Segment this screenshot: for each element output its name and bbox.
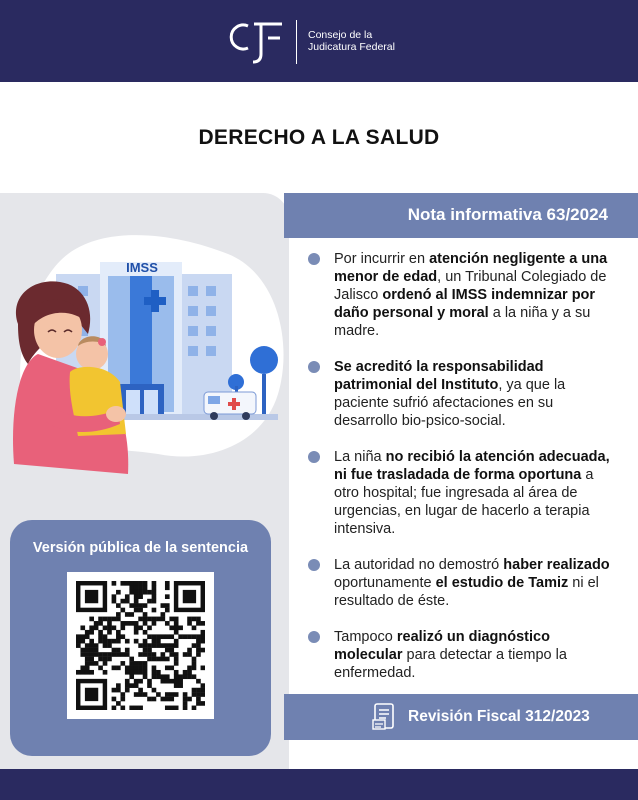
- bullet-text-bold: no recibió la atención adecuada, ni fue trasladada de forma oportuna: [334, 449, 610, 483]
- cjf-logo-mark: [224, 14, 290, 68]
- nota-informativa-label: Nota informativa 63/2024: [407, 205, 608, 224]
- bullet-text: oportunamente: [334, 575, 436, 591]
- bullet-text-bold: haber realizado: [503, 557, 610, 573]
- footer-bar: [0, 769, 638, 800]
- bullet-list: [308, 250, 613, 700]
- logo-divider: [296, 20, 297, 64]
- bullet-text: , ya que la paciente sufrió afectaciones en su desarrollo bio-psico-social.: [334, 377, 566, 429]
- bullet-dot-icon: [308, 451, 320, 463]
- header-bar: [0, 0, 638, 82]
- bullet-dot-icon: [308, 253, 320, 265]
- bullet-text-bold: realizó un diagnóstico molecular: [334, 629, 550, 663]
- qr-card: [10, 520, 271, 756]
- bullet-text: ni el resultado de éste.: [334, 575, 599, 609]
- bullet-dot-icon: [308, 361, 320, 373]
- bullet-text: para detectar a tiempo la enfermedad.: [334, 647, 567, 681]
- imss-sign: IMSS: [126, 260, 158, 275]
- bullet-text: Tampoco: [334, 629, 397, 645]
- bullet-text: La niña: [334, 449, 386, 465]
- bullet-text-bold: ordenó al IMSS indemnizar por daño personal y moral: [334, 287, 596, 321]
- org-name-line2: Judicatura Federal: [308, 41, 395, 53]
- qr-code[interactable]: [67, 572, 214, 719]
- bullet-text: Por incurrir en: [334, 251, 430, 267]
- bullet-text: , un Tribunal Colegiado de Jalisco: [334, 269, 607, 303]
- bullet-item: [308, 556, 613, 610]
- revision-fiscal-label: Revisión Fiscal 312/2023: [408, 708, 590, 725]
- org-name-line1: Consejo de la: [308, 29, 373, 41]
- page-title: DERECHO A LA SALUD: [198, 126, 440, 149]
- hospital-mother-illustration: [8, 214, 290, 496]
- bullet-dot-icon: [308, 559, 320, 571]
- bullet-text: a la niña y a su madre.: [334, 305, 591, 339]
- bullet-item: [308, 448, 613, 538]
- bullet-dot-icon: [308, 631, 320, 643]
- bullet-text-bold: el estudio de Tamiz: [435, 575, 569, 591]
- bullet-item: [308, 628, 613, 682]
- bullet-text-bold: Se acreditó la responsabilidad patrimonial del Instituto: [334, 359, 544, 393]
- org-name: [308, 29, 395, 53]
- bullet-item: [308, 358, 613, 430]
- nota-informativa-bar: [284, 193, 638, 238]
- bullet-item: [308, 250, 613, 340]
- tree-icon: [262, 374, 266, 414]
- document-icon: [372, 702, 398, 732]
- qr-code-icon: [76, 581, 205, 710]
- bullet-text: a otro hospital; fue ingresada al área de urgencias, en lugar de hacerlo a terapia intensiva.: [334, 467, 594, 537]
- cjf-logo[interactable]: [224, 14, 424, 68]
- bullet-text: La autoridad no demostró: [334, 557, 504, 573]
- bullet-text-bold: atención negligente a una menor de edad: [334, 251, 608, 285]
- qr-card-title: Versión pública de la sentencia: [32, 540, 249, 556]
- revision-fiscal-bar[interactable]: [284, 694, 638, 740]
